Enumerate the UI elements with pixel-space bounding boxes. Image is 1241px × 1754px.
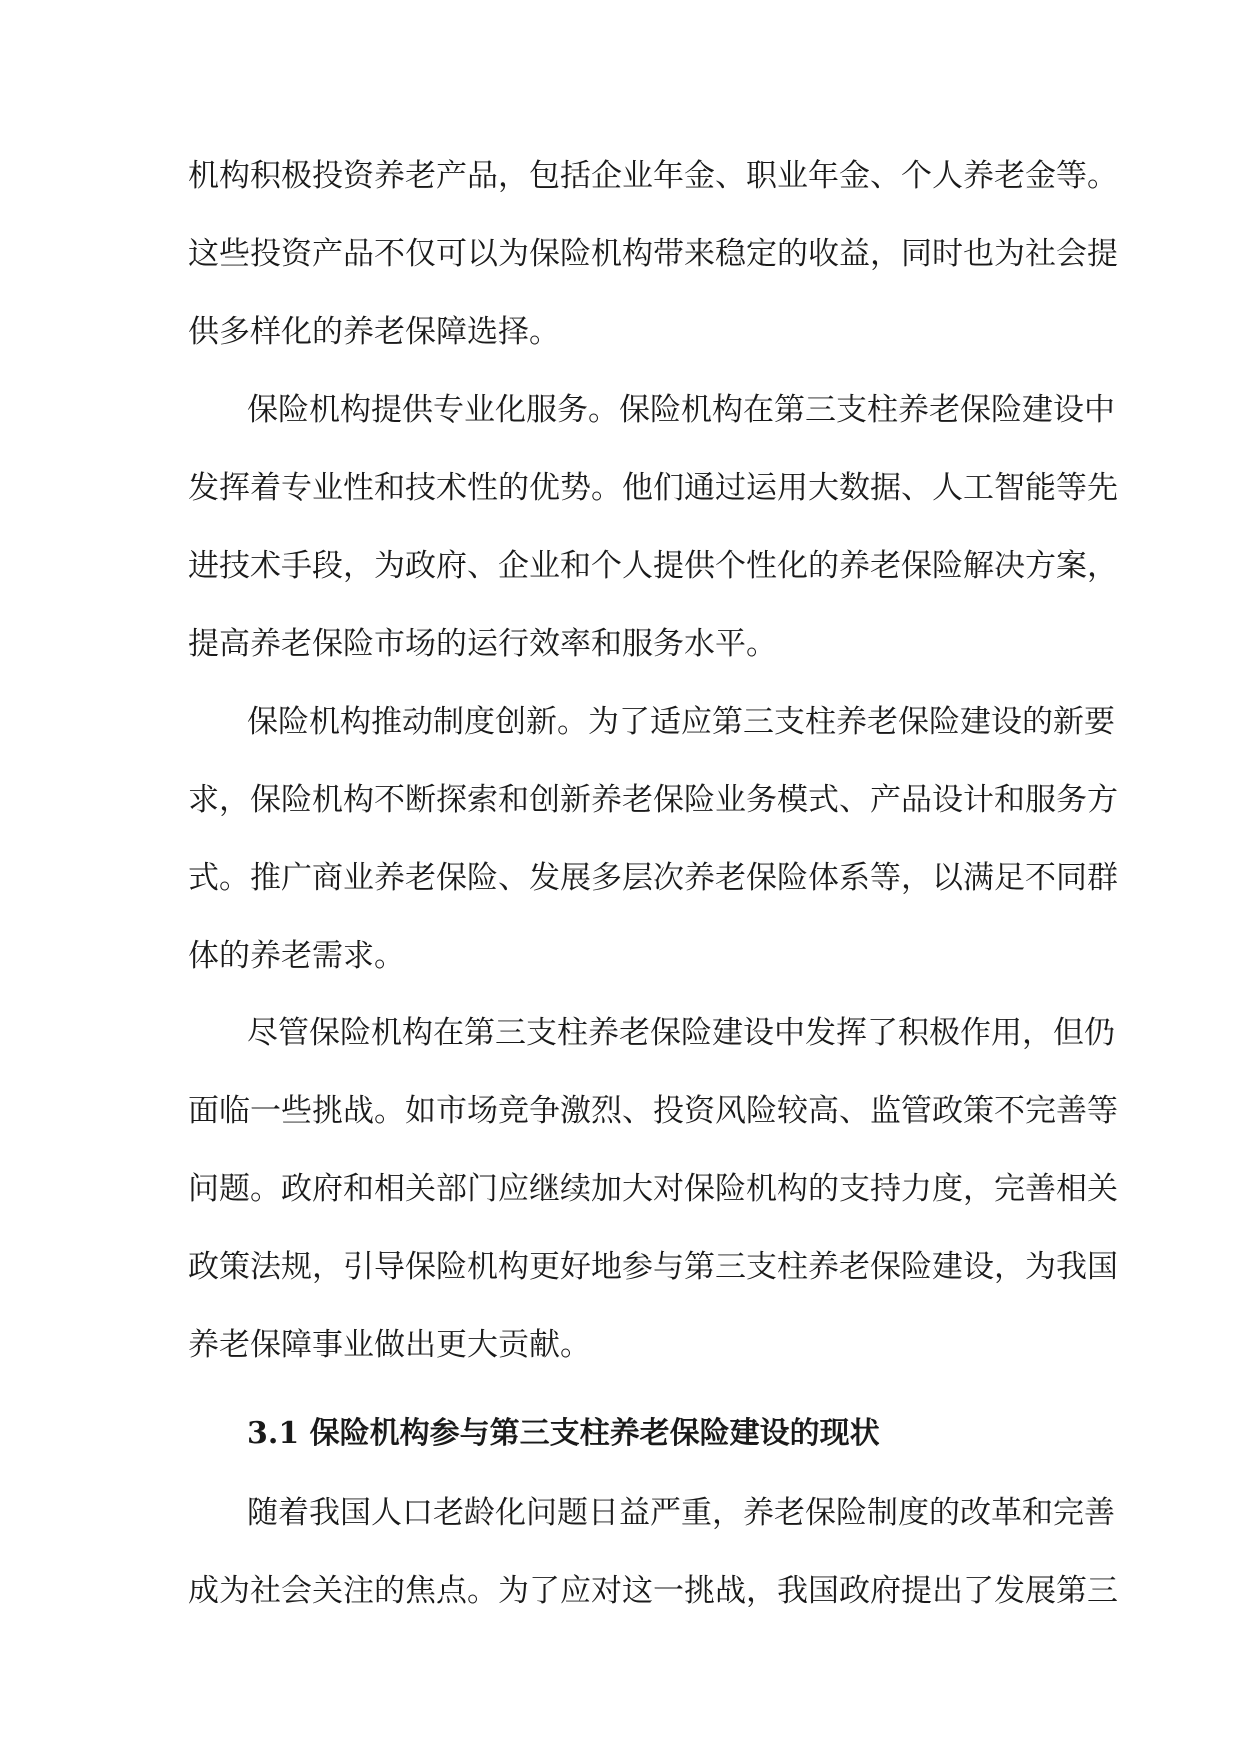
section-heading: 3.1 保险机构参与第三支柱养老保险建设的现状 — [247, 1416, 880, 1451]
paragraph-1-line-1: 机构积极投资养老产品，包括企业年金、职业年金、个人养老金等。 — [188, 158, 1118, 194]
paragraph-1-line-2: 这些投资产品不仅可以为保险机构带来稳定的收益，同时也为社会提 — [188, 236, 1118, 272]
paragraph-2-line-3: 进技术手段，为政府、企业和个人提供个性化的养老保险解决方案， — [188, 548, 1118, 584]
paragraph-2-line-4: 提高养老保险市场的运行效率和服务水平。 — [188, 626, 777, 662]
paragraph-3-line-4: 体的养老需求。 — [188, 938, 405, 974]
paragraph-2-line-2: 发挥着专业性和技术性的优势。他们通过运用大数据、人工智能等先 — [188, 470, 1118, 506]
paragraph-1-line-3: 供多样化的养老保障选择。 — [188, 314, 560, 350]
paragraph-5-line-1: 随着我国人口老龄化问题日益严重，养老保险制度的改革和完善 — [247, 1495, 1115, 1531]
paragraph-3-line-1: 保险机构推动制度创新。为了适应第三支柱养老保险建设的新要 — [247, 704, 1115, 740]
paragraph-4-line-1: 尽管保险机构在第三支柱养老保险建设中发挥了积极作用，但仍 — [247, 1015, 1115, 1051]
paragraph-4-line-5: 养老保障事业做出更大贡献。 — [188, 1327, 591, 1363]
paragraph-3-line-3: 式。推广商业养老保险、发展多层次养老保险体系等，以满足不同群 — [188, 860, 1118, 896]
paragraph-4-line-2: 面临一些挑战。如市场竞争激烈、投资风险较高、监管政策不完善等 — [188, 1093, 1118, 1129]
paragraph-5-line-2: 成为社会关注的焦点。为了应对这一挑战，我国政府提出了发展第三 — [188, 1573, 1118, 1609]
paragraph-4-line-4: 政策法规，引导保险机构更好地参与第三支柱养老保险建设，为我国 — [188, 1249, 1118, 1285]
paragraph-3-line-2: 求，保险机构不断探索和创新养老保险业务模式、产品设计和服务方 — [188, 782, 1118, 818]
paragraph-4-line-3: 问题。政府和相关部门应继续加大对保险机构的支持力度，完善相关 — [188, 1171, 1118, 1207]
paragraph-2-line-1: 保险机构提供专业化服务。保险机构在第三支柱养老保险建设中 — [247, 392, 1115, 428]
